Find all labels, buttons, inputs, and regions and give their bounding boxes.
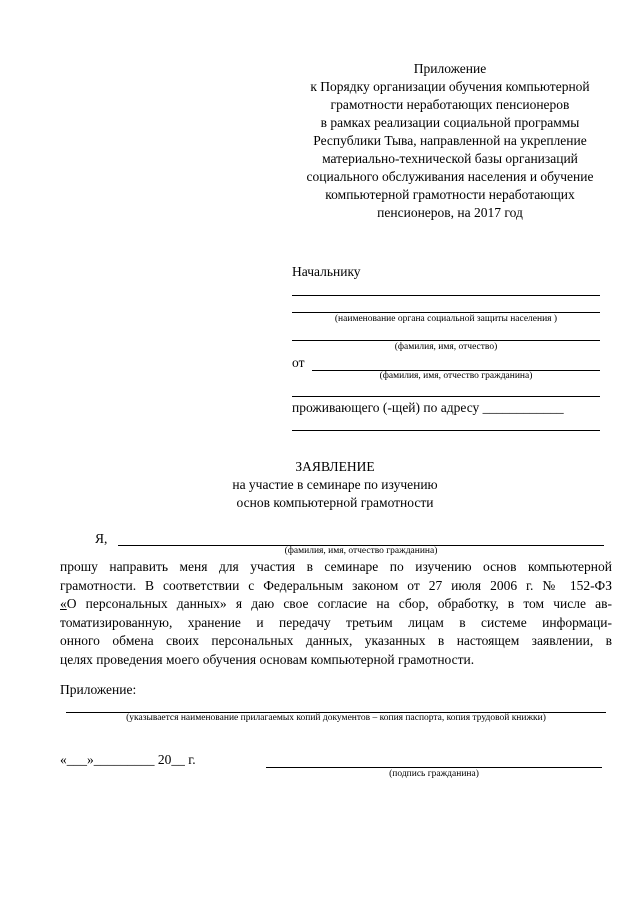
org-line-2[interactable]: [292, 312, 600, 313]
attachment-caption: (указывается наименование прилагаемых копий документов – копия паспорта, копия трудовой книжки): [126, 713, 546, 723]
body-line: онного обмена своих персональных данных, указанных в настоящем заявлении, в: [60, 633, 612, 649]
appendix-line: пенсионеров, на 2017 год: [377, 205, 523, 220]
attachment-label: Приложение:: [60, 682, 137, 697]
title-sub-2: основ компьютерной грамотности: [236, 495, 434, 510]
name-caption: (фамилия, имя, отчество): [394, 342, 498, 352]
signature-line[interactable]: [266, 767, 602, 768]
body-line: целях проведения моего обучения основам компьютерной грамотности.: [60, 651, 475, 667]
statement-body: [60, 558, 612, 670]
title-heading: ЗАЯВЛЕНИЕ: [295, 459, 375, 474]
title-sub-1: на участие в семинаре по изучению: [232, 477, 438, 492]
org-line-1[interactable]: [292, 295, 600, 296]
org-caption: (наименование органа социальной защиты населения ): [334, 314, 558, 324]
to-label: Начальнику: [292, 264, 361, 279]
appendix-line: в рамках реализации социальной программы: [320, 115, 580, 130]
body-line: грамотности. В соответствии с Федеральным законом от 27 июля 2006 г. № 152-ФЗ: [60, 577, 612, 593]
appendix-line: компьютерной грамотности неработающих: [325, 187, 575, 202]
appendix-line: Республики Тыва, направленной на укрепление: [313, 133, 587, 148]
appendix-header: [270, 60, 630, 222]
i-label: Я,: [95, 531, 108, 546]
body-line: томатизированную, хранение и передачу третьим лицам в системе информаци-: [60, 614, 612, 630]
appendix-line: Приложение: [413, 61, 487, 76]
date-field[interactable]: «___»_________ 20__ г.: [60, 752, 196, 767]
residing-label: проживающего (-щей) по адресу ____________: [292, 400, 564, 415]
appendix-line: к Порядку организации обучения компьютерной: [310, 79, 590, 94]
applicant-caption: (фамилия, имя, отчество гражданина): [284, 546, 438, 556]
appendix-line: материально-технической базы организаций: [322, 151, 578, 166]
name-line[interactable]: [292, 340, 600, 341]
citizen-line-2[interactable]: [292, 396, 600, 397]
citizen-caption: (фамилия, имя, отчество гражданина): [379, 371, 533, 381]
body-line: «О персональных данных» я даю свое согласие на сбор, обработку, в том числе ав-: [60, 596, 612, 612]
appendix-line: социального обслуживания населения и обучение: [306, 169, 594, 184]
law-name: «: [60, 596, 67, 612]
appendix-line: грамотности неработающих пенсионеров: [330, 97, 570, 112]
signature-caption: (подпись гражданина): [389, 769, 479, 779]
address-line[interactable]: [292, 430, 600, 431]
from-label: от: [292, 355, 305, 370]
body-line: прошу направить меня для участия в семинаре по изучению основ компьютерной: [60, 559, 612, 574]
statement-title: [160, 458, 510, 512]
